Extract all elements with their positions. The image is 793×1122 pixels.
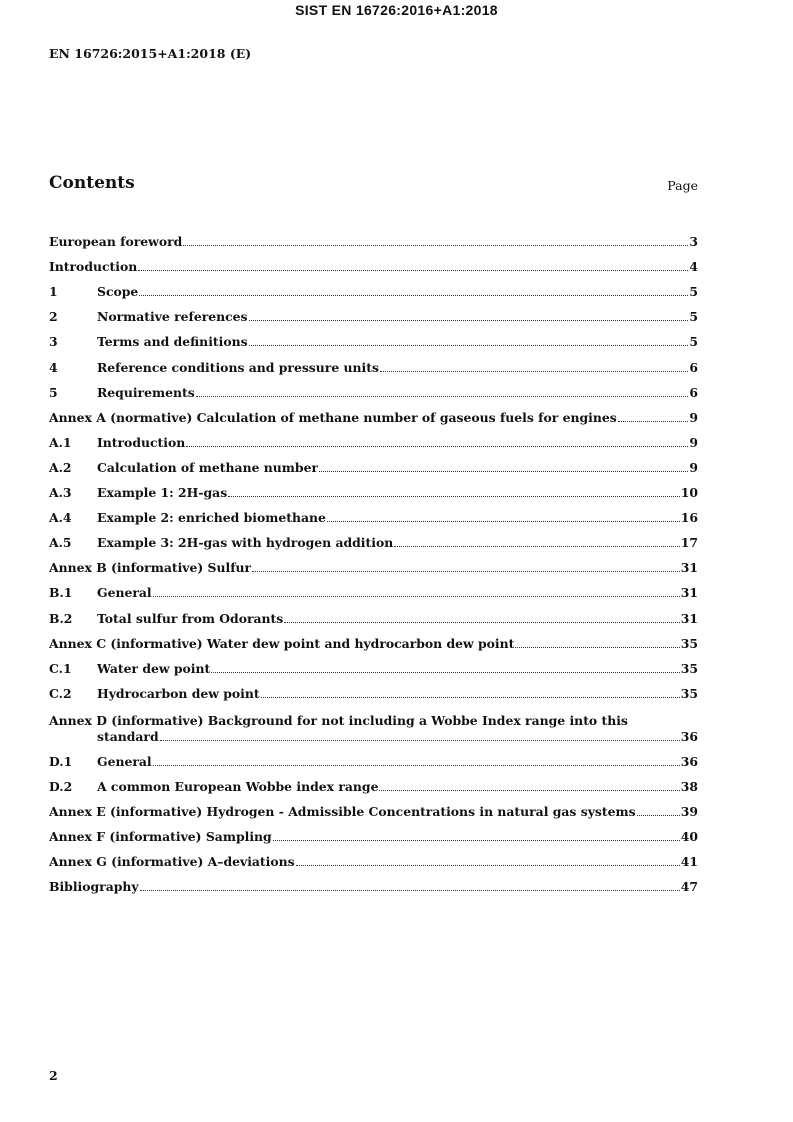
footer-page-number: 2 bbox=[49, 1068, 58, 1083]
toc-entry-title: Introduction bbox=[49, 259, 138, 275]
toc-entry-page: 39 bbox=[680, 804, 698, 820]
toc-entry[interactable] bbox=[49, 676, 698, 701]
dot-leader bbox=[139, 295, 688, 296]
toc-entry-number: 3 bbox=[49, 334, 58, 350]
toc-entry[interactable] bbox=[49, 550, 698, 575]
toc-entry-title: Terms and definitions bbox=[97, 334, 248, 350]
toc-entry-page: 6 bbox=[689, 359, 698, 375]
toc-entry-title: Annex B (informative) Sulfur bbox=[49, 560, 252, 576]
toc-entry-number: 5 bbox=[49, 384, 58, 400]
toc-entry-title: Annex E (informative) Hydrogen - Admissible Concentrations in natural gas systems bbox=[49, 804, 636, 820]
toc-entry-number: 1 bbox=[49, 284, 58, 300]
dot-leader bbox=[183, 245, 688, 246]
toc-entry[interactable] bbox=[49, 844, 698, 869]
toc-entry[interactable] bbox=[49, 769, 698, 794]
toc-entry-page: 47 bbox=[680, 879, 698, 895]
dot-leader bbox=[284, 622, 680, 623]
toc-entry-number: C.2 bbox=[49, 685, 72, 701]
contents-heading: Contents bbox=[49, 173, 135, 193]
toc-entry-title: Reference conditions and pressure units bbox=[97, 359, 379, 375]
toc-entry-page: 9 bbox=[689, 409, 698, 425]
toc-entry-title: Annex A (normative) Calculation of methane number of gaseous fuels for engines bbox=[49, 409, 617, 425]
toc-entry-number: A.1 bbox=[49, 434, 72, 450]
toc-entry-title-continued: standard bbox=[97, 728, 159, 744]
toc-entry-title: General bbox=[97, 585, 152, 601]
toc-entry-title: Water dew point bbox=[97, 660, 211, 676]
toc-entry-title: Example 1: 2H-gas bbox=[97, 485, 228, 501]
toc-entry-page: 4 bbox=[689, 259, 698, 275]
toc-entry-title: A common European Wobbe index range bbox=[97, 778, 379, 794]
toc-entry-title: European foreword bbox=[49, 234, 183, 250]
toc-entry-number: D.1 bbox=[49, 753, 73, 769]
dot-leader bbox=[211, 672, 680, 673]
toc-entry-title: Scope bbox=[97, 284, 139, 300]
toc-entry-title: Annex F (informative) Sampling bbox=[49, 829, 272, 845]
toc-entry[interactable] bbox=[49, 575, 698, 600]
toc-entry-title: Total sulfur from Odorants bbox=[97, 610, 284, 626]
toc-entry-number: A.2 bbox=[49, 459, 72, 475]
toc-entry-title: Calculation of methane number bbox=[97, 459, 318, 475]
toc-entry[interactable] bbox=[49, 475, 698, 500]
toc-entry[interactable] bbox=[49, 600, 698, 625]
toc-entry[interactable] bbox=[49, 651, 698, 676]
toc-entry-title: Example 2: enriched biomethane bbox=[97, 510, 326, 526]
toc-entry-number: 4 bbox=[49, 359, 58, 375]
toc-entry-title: Example 3: 2H-gas with hydrogen addition bbox=[97, 535, 394, 551]
toc-entry-page: 10 bbox=[680, 485, 698, 501]
dot-leader bbox=[380, 371, 688, 372]
watermark: SIST EN 16726:2016+A1:2018 bbox=[295, 2, 498, 18]
toc-entry[interactable] bbox=[49, 425, 698, 450]
toc-entry-title: Hydrocarbon dew point bbox=[97, 685, 260, 701]
dot-leader bbox=[379, 790, 679, 791]
dot-leader bbox=[186, 446, 688, 447]
dot-leader bbox=[228, 496, 680, 497]
dot-leader bbox=[160, 740, 680, 741]
toc-entry-page: 38 bbox=[680, 778, 698, 794]
toc-entry[interactable] bbox=[49, 626, 698, 651]
toc-entry[interactable] bbox=[49, 819, 698, 844]
toc-entry[interactable] bbox=[49, 349, 698, 374]
document-id: EN 16726:2015+A1:2018 (E) bbox=[49, 46, 252, 61]
toc-entry[interactable] bbox=[49, 324, 698, 349]
dot-leader bbox=[296, 865, 680, 866]
toc-entry[interactable] bbox=[49, 375, 698, 400]
dot-leader bbox=[515, 647, 679, 648]
toc-entry-title: General bbox=[97, 753, 152, 769]
toc-entry[interactable] bbox=[49, 274, 698, 299]
toc-entry-number: B.1 bbox=[49, 585, 73, 601]
toc-entry[interactable] bbox=[49, 525, 698, 550]
toc-entry-page: 31 bbox=[680, 585, 698, 601]
toc-entry-page: 36 bbox=[680, 753, 698, 769]
toc-entry[interactable] bbox=[49, 249, 698, 274]
dot-leader bbox=[261, 697, 680, 698]
toc-entry-page: 35 bbox=[680, 660, 698, 676]
toc-entry-page: 16 bbox=[680, 510, 698, 526]
toc-entry-title: Requirements bbox=[97, 384, 195, 400]
dot-leader bbox=[252, 571, 680, 572]
toc-entry-page: 36 bbox=[680, 728, 698, 744]
toc-entry-page: 40 bbox=[680, 829, 698, 845]
toc-entry-number: D.2 bbox=[49, 778, 73, 794]
toc-entry-page: 9 bbox=[689, 434, 698, 450]
toc-entry-page: 31 bbox=[680, 560, 698, 576]
toc-entry-page: 5 bbox=[689, 309, 698, 325]
toc-entry-page: 41 bbox=[680, 854, 698, 870]
toc-entry[interactable] bbox=[49, 500, 698, 525]
dot-leader bbox=[319, 471, 688, 472]
toc-entry-page: 3 bbox=[689, 234, 698, 250]
toc-entry-title: Introduction bbox=[97, 434, 186, 450]
toc-entry-page: 9 bbox=[689, 459, 698, 475]
dot-leader bbox=[153, 596, 680, 597]
table-of-contents bbox=[49, 224, 698, 894]
toc-entry-page: 17 bbox=[680, 535, 698, 551]
toc-entry-page: 6 bbox=[689, 384, 698, 400]
dot-leader bbox=[637, 815, 680, 816]
toc-entry-page: 5 bbox=[689, 284, 698, 300]
toc-entry-title: Annex D (informative) Background for not including a Wobbe Index range into this bbox=[49, 712, 628, 728]
toc-entry[interactable] bbox=[49, 744, 698, 769]
dot-leader bbox=[196, 396, 689, 397]
toc-entry-number: A.4 bbox=[49, 510, 72, 526]
dot-leader bbox=[140, 890, 680, 891]
dot-leader bbox=[618, 421, 689, 422]
dot-leader bbox=[249, 345, 689, 346]
toc-entry[interactable] bbox=[49, 869, 698, 894]
toc-entry-number: A.5 bbox=[49, 535, 72, 551]
toc-entry-title: Normative references bbox=[97, 309, 248, 325]
toc-entry-number: B.2 bbox=[49, 610, 73, 626]
toc-entry[interactable] bbox=[49, 299, 698, 324]
toc-entry[interactable] bbox=[49, 450, 698, 475]
toc-entry[interactable] bbox=[49, 794, 698, 819]
toc-entry[interactable] bbox=[49, 701, 698, 744]
page-column-heading: Page bbox=[667, 178, 698, 193]
dot-leader bbox=[273, 840, 680, 841]
dot-leader bbox=[249, 320, 689, 321]
toc-entry-title: Bibliography bbox=[49, 879, 139, 895]
toc-entry-number: A.3 bbox=[49, 485, 72, 501]
toc-entry-page: 5 bbox=[689, 334, 698, 350]
dot-leader bbox=[327, 521, 680, 522]
dot-leader bbox=[394, 546, 680, 547]
toc-entry-number: 2 bbox=[49, 309, 58, 325]
toc-entry-title: Annex G (informative) A–deviations bbox=[49, 854, 295, 870]
toc-entry-title: Annex C (informative) Water dew point and hydrocarbon dew point bbox=[49, 635, 515, 651]
dot-leader bbox=[153, 765, 680, 766]
toc-entry-number: C.1 bbox=[49, 660, 72, 676]
toc-entry[interactable] bbox=[49, 224, 698, 249]
toc-entry-page: 31 bbox=[680, 610, 698, 626]
toc-entry-page: 35 bbox=[680, 685, 698, 701]
toc-entry-page: 35 bbox=[680, 635, 698, 651]
toc-entry[interactable] bbox=[49, 400, 698, 425]
dot-leader bbox=[138, 270, 688, 271]
